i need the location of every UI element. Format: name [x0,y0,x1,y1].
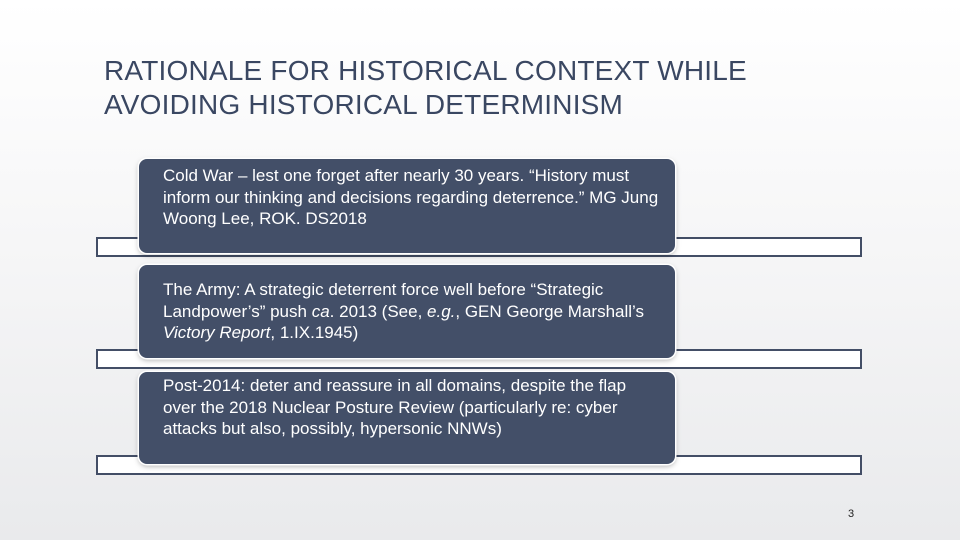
card-2-text [163,279,661,344]
slide-title-line-2: AVOIDING HISTORICAL DETERMINISM [104,89,624,120]
slide-title-line-1: RATIONALE FOR HISTORICAL CONTEXT WHILE [104,55,747,86]
card-2-text-part: The Army: A strategic deterrent force well before “Strategic Landpower’s” push [163,280,604,321]
card-3-text: Post-2014: deter and reassure in all domains, despite the flap over the 2018 Nuclear Posture Review (particularly re: cyber attacks but also, possibly, hypersonic NNWs) [163,376,627,438]
card-2-text-italic-title: Victory Report [163,323,271,342]
card-2-text-part: , 1.IX.1945) [270,323,359,342]
slide-title [104,54,904,122]
content-card-3 [139,372,675,464]
card-2-text-part: . 2013 (See, [329,301,428,321]
content-card-1 [139,159,675,253]
page-number: 3 [848,508,855,520]
card-2-text-italic-ca: ca [311,301,330,321]
card-2-text-italic-eg: e.g. [427,301,456,321]
content-card-2 [139,265,675,358]
card-2-text-part: , GEN George Marshall’s [455,301,645,321]
card-1-text: Cold War – lest one forget after nearly 30 years. “History must inform our thinking and decisions regarding deterrence.” MG Jung Woong Lee, ROK. DS2018 [163,166,659,228]
